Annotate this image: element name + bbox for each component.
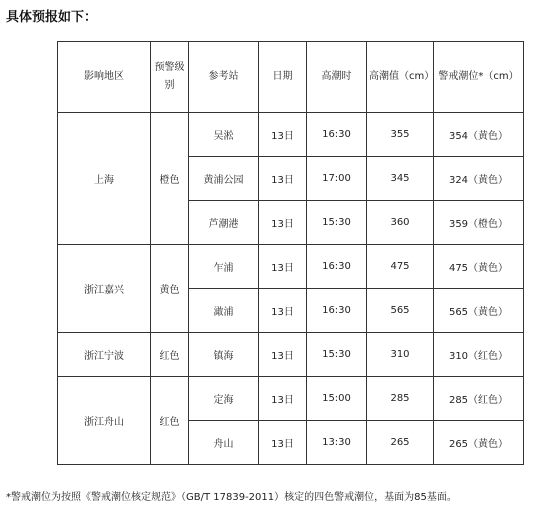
alert-level-cell: 265（黄色） (434, 421, 524, 465)
header-warning-level: 预警级别 (151, 42, 189, 113)
date-cell: 13日 (259, 333, 307, 377)
header-region: 影响地区 (58, 42, 151, 113)
station-cell: 舟山 (189, 421, 259, 465)
region-cell: 上海 (58, 113, 151, 245)
table-row (58, 333, 524, 377)
date-cell: 13日 (259, 201, 307, 245)
table-row (58, 377, 524, 421)
station-cell: 乍浦 (189, 245, 259, 289)
header-row (58, 42, 524, 113)
table-header (58, 42, 524, 113)
table-body (58, 113, 524, 465)
high-tide-time-cell: 15:30 (307, 333, 367, 377)
station-cell: 吴淞 (189, 113, 259, 157)
high-tide-time-cell: 16:30 (307, 289, 367, 333)
station-cell: 定海 (189, 377, 259, 421)
page-heading: 具体预报如下： (6, 10, 98, 25)
warning-level-cell: 黄色 (151, 245, 189, 333)
header-high-tide-time: 高潮时 (307, 42, 367, 113)
warning-level-cell: 红色 (151, 377, 189, 465)
date-cell: 13日 (259, 421, 307, 465)
region-cell: 浙江嘉兴 (58, 245, 151, 333)
high-tide-time-cell: 16:30 (307, 113, 367, 157)
high-tide-value-cell: 285 (367, 377, 434, 421)
high-tide-value-cell: 565 (367, 289, 434, 333)
warning-level-cell: 红色 (151, 333, 189, 377)
alert-level-cell: 354（黄色） (434, 113, 524, 157)
region-cell: 浙江舟山 (58, 377, 151, 465)
high-tide-time-cell: 15:30 (307, 201, 367, 245)
high-tide-value-cell: 355 (367, 113, 434, 157)
high-tide-time-cell: 13:30 (307, 421, 367, 465)
high-tide-time-cell: 17:00 (307, 157, 367, 201)
alert-level-cell: 285（红色） (434, 377, 524, 421)
warning-level-cell: 橙色 (151, 113, 189, 245)
date-cell: 13日 (259, 289, 307, 333)
table-row (58, 245, 524, 289)
date-cell: 13日 (259, 245, 307, 289)
date-cell: 13日 (259, 113, 307, 157)
header-high-tide-value: 高潮值（cm） (367, 42, 434, 113)
high-tide-value-cell: 475 (367, 245, 434, 289)
alert-level-cell: 565（黄色） (434, 289, 524, 333)
header-date: 日期 (259, 42, 307, 113)
table-row (58, 113, 524, 157)
footnote: *警戒潮位为按照《警戒潮位核定规范》（GB/T 17839-2011）核定的四色警戒潮位，基面为85基面。 (6, 492, 457, 503)
alert-level-cell: 475（黄色） (434, 245, 524, 289)
header-alert-level: 警戒潮位*（cm） (434, 42, 524, 113)
high-tide-time-cell: 16:30 (307, 245, 367, 289)
high-tide-value-cell: 345 (367, 157, 434, 201)
station-cell: 黄浦公园 (189, 157, 259, 201)
high-tide-time-cell: 15:00 (307, 377, 367, 421)
high-tide-value-cell: 310 (367, 333, 434, 377)
alert-level-cell: 310（红色） (434, 333, 524, 377)
high-tide-value-cell: 360 (367, 201, 434, 245)
alert-level-cell: 359（橙色） (434, 201, 524, 245)
date-cell: 13日 (259, 157, 307, 201)
alert-level-cell: 324（黄色） (434, 157, 524, 201)
date-cell: 13日 (259, 377, 307, 421)
station-cell: 澉浦 (189, 289, 259, 333)
high-tide-value-cell: 265 (367, 421, 434, 465)
station-cell: 镇海 (189, 333, 259, 377)
region-cell: 浙江宁波 (58, 333, 151, 377)
station-cell: 芦潮港 (189, 201, 259, 245)
header-station: 参考站 (189, 42, 259, 113)
tide-forecast-table (57, 41, 524, 465)
